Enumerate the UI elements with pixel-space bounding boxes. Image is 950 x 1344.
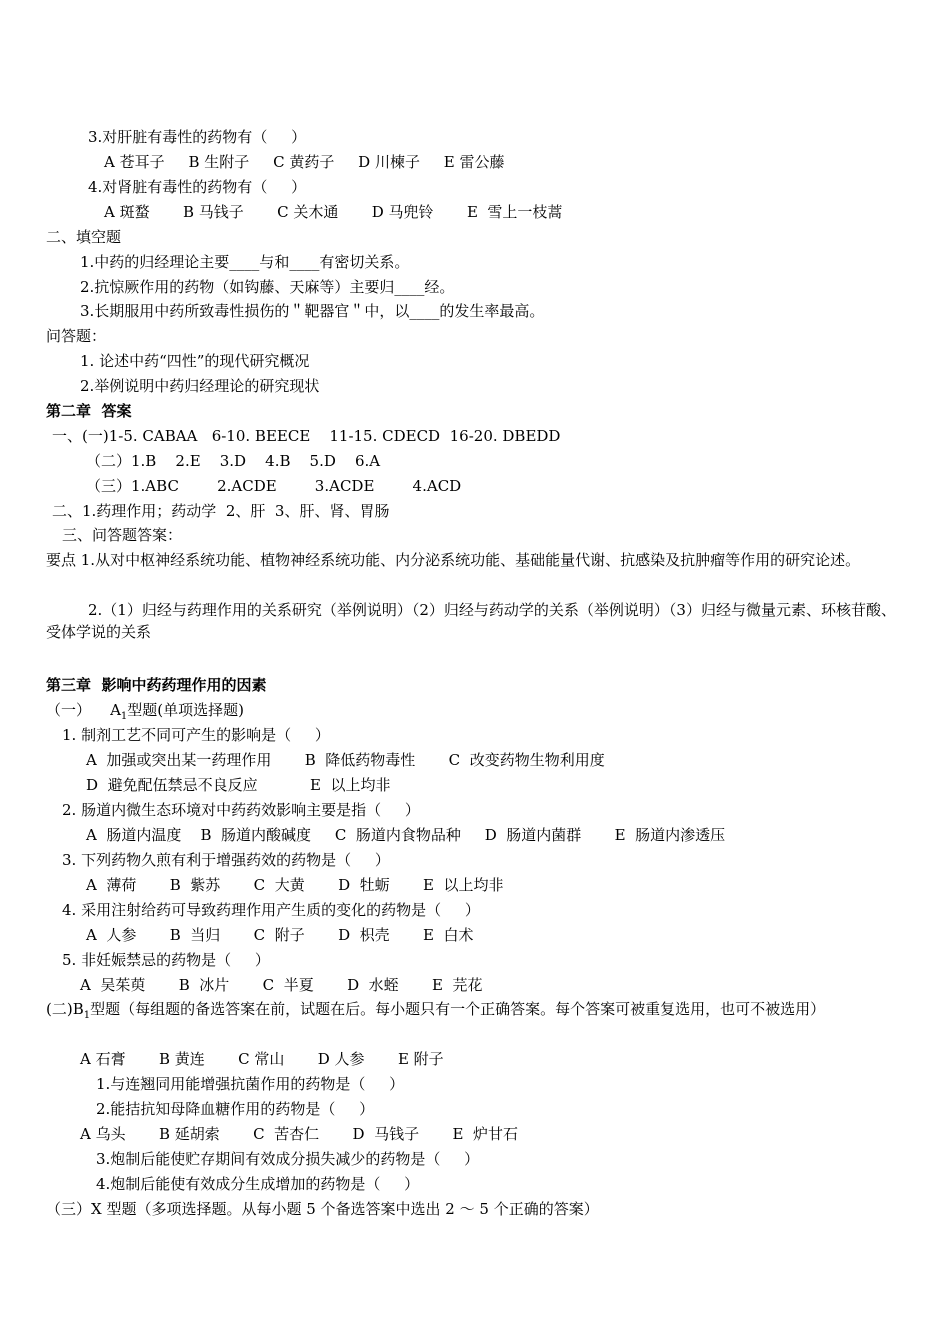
question-line: 1.中药的归经理论主要____与和____有密切关系。 xyxy=(80,253,410,271)
option-line: A 肠道内温度 B 肠道内酸碱度 C 肠道内食物品种 D 肠道内菌群 E 肠道内渗透压 xyxy=(86,826,726,844)
answer-line: 二、1.药理作用；药动学 2、肝 3、肝、肾、胃肠 xyxy=(52,502,390,520)
subscript: 1 xyxy=(83,1010,91,1021)
option-line: A 人参 B 当归 C 附子 D 枳壳 E 白术 xyxy=(86,926,474,944)
answer-line: （三）1.ABC 2.ACDE 3.ACDE 4.ACD xyxy=(86,477,462,495)
question-line: 3. 下列药物久煎有利于增强药效的药物是（ ） xyxy=(62,851,390,869)
option-line: D 避免配伍禁忌不良反应 E 以上均非 xyxy=(86,776,391,794)
answer-line: （二）1.B 2.E 3.D 4.B 5.D 6.A xyxy=(86,452,381,470)
option-line: A 薄荷 B 紫苏 C 大黄 D 牡蛎 E 以上均非 xyxy=(86,876,504,894)
section-heading: （三）X 型题（多项选择题。从每小题 5 个备选答案中选出 2 ～ 5 个正确的答案） xyxy=(46,1200,599,1218)
question-line: 4. 采用注射给药可导致药理作用产生质的变化的药物是（ ） xyxy=(62,901,480,919)
question-line: 3.长期服用中药所致毒性损伤的＂靶器官＂中，以____的发生率最高。 xyxy=(80,302,545,320)
chapter-title: 第二章 答案 xyxy=(46,402,132,420)
section-label: （一） A xyxy=(46,701,121,719)
question-line: 2.抗惊厥作用的药物（如钩藤、天麻等）主要归____经。 xyxy=(80,278,455,296)
option-line: A 苍耳子 B 生附子 C 黄药子 D 川楝子 E 雷公藤 xyxy=(104,153,505,171)
chapter-title: 第三章 影响中药药理作用的因素 xyxy=(46,676,267,694)
section-heading: 问答题： xyxy=(46,327,107,345)
answer-line: 三、问答题答案： xyxy=(62,526,183,544)
answer-paragraph: 2.（1）归经与药理作用的关系研究（举例说明）（2）归经与药动学的关系（举例说明）（3）归经与微量元素、环核苷酸、受体学说的关系 xyxy=(46,601,896,641)
question-line: 1.与连翘同用能增强抗菌作用的药物是（ ） xyxy=(96,1075,405,1093)
answer-paragraph: 要点 1.从对中枢神经系统功能、植物神经系统功能、内分泌系统功能、基础能量代谢、抗感染及抗肿瘤等作用的研究论述。 xyxy=(46,551,861,569)
answer-line: 一、(一)1-5. CABAA 6-10. BEECE 11-15. CDECD 16-20. DBEDD xyxy=(52,427,561,445)
question-line: 3.对肝脏有毒性的药物有（ ） xyxy=(88,128,307,146)
question-line: 3.炮制后能使贮存期间有效成分损失减少的药物是（ ） xyxy=(96,1150,480,1168)
question-line: 1. 论述中药“四性”的现代研究概况 xyxy=(80,352,310,370)
section-heading xyxy=(46,699,244,724)
section-heading xyxy=(46,998,906,1023)
option-line: A 加强或突出某一药理作用 B 降低药物毒性 C 改变药物生物利用度 xyxy=(86,751,605,769)
question-line: 5. 非妊娠禁忌的药物是（ ） xyxy=(62,951,270,969)
question-line: 2.举例说明中药归经理论的研究现状 xyxy=(80,377,320,395)
question-line: 2. 肠道内微生态环境对中药药效影响主要是指（ ） xyxy=(62,801,420,819)
section-label: (二)B xyxy=(46,1000,84,1018)
question-line: 4.炮制后能使有效成分生成增加的药物是（ ） xyxy=(96,1175,420,1193)
question-line: 2.能拮抗知母降血糖作用的药物是（ ） xyxy=(96,1100,375,1118)
question-line: 1. 制剂工艺不同可产生的影响是（ ） xyxy=(62,726,330,744)
question-line: 4.对肾脏有毒性的药物有（ ） xyxy=(88,178,307,196)
option-line: A 吴茱萸 B 冰片 C 半夏 D 水蛭 E 芫花 xyxy=(80,976,483,994)
section-label: 型题（每组题的备选答案在前，试题在后。每小题只有一个正确答案。每个答案可被重复选用，也可不被选用） xyxy=(90,1000,826,1018)
section-heading: 二、填空题 xyxy=(46,228,122,246)
option-line: A 斑蝥 B 马钱子 C 关木通 D 马兜铃 E 雪上一枝蒿 xyxy=(104,203,563,221)
section-label: 型题(单项选择题) xyxy=(127,701,244,719)
option-line: A 石膏 B 黄连 C 常山 D 人参 E 附子 xyxy=(80,1050,444,1068)
option-line: A 乌头 B 延胡索 C 苦杏仁 D 马钱子 E 炉甘石 xyxy=(80,1125,518,1143)
subscript: 1 xyxy=(120,711,128,722)
